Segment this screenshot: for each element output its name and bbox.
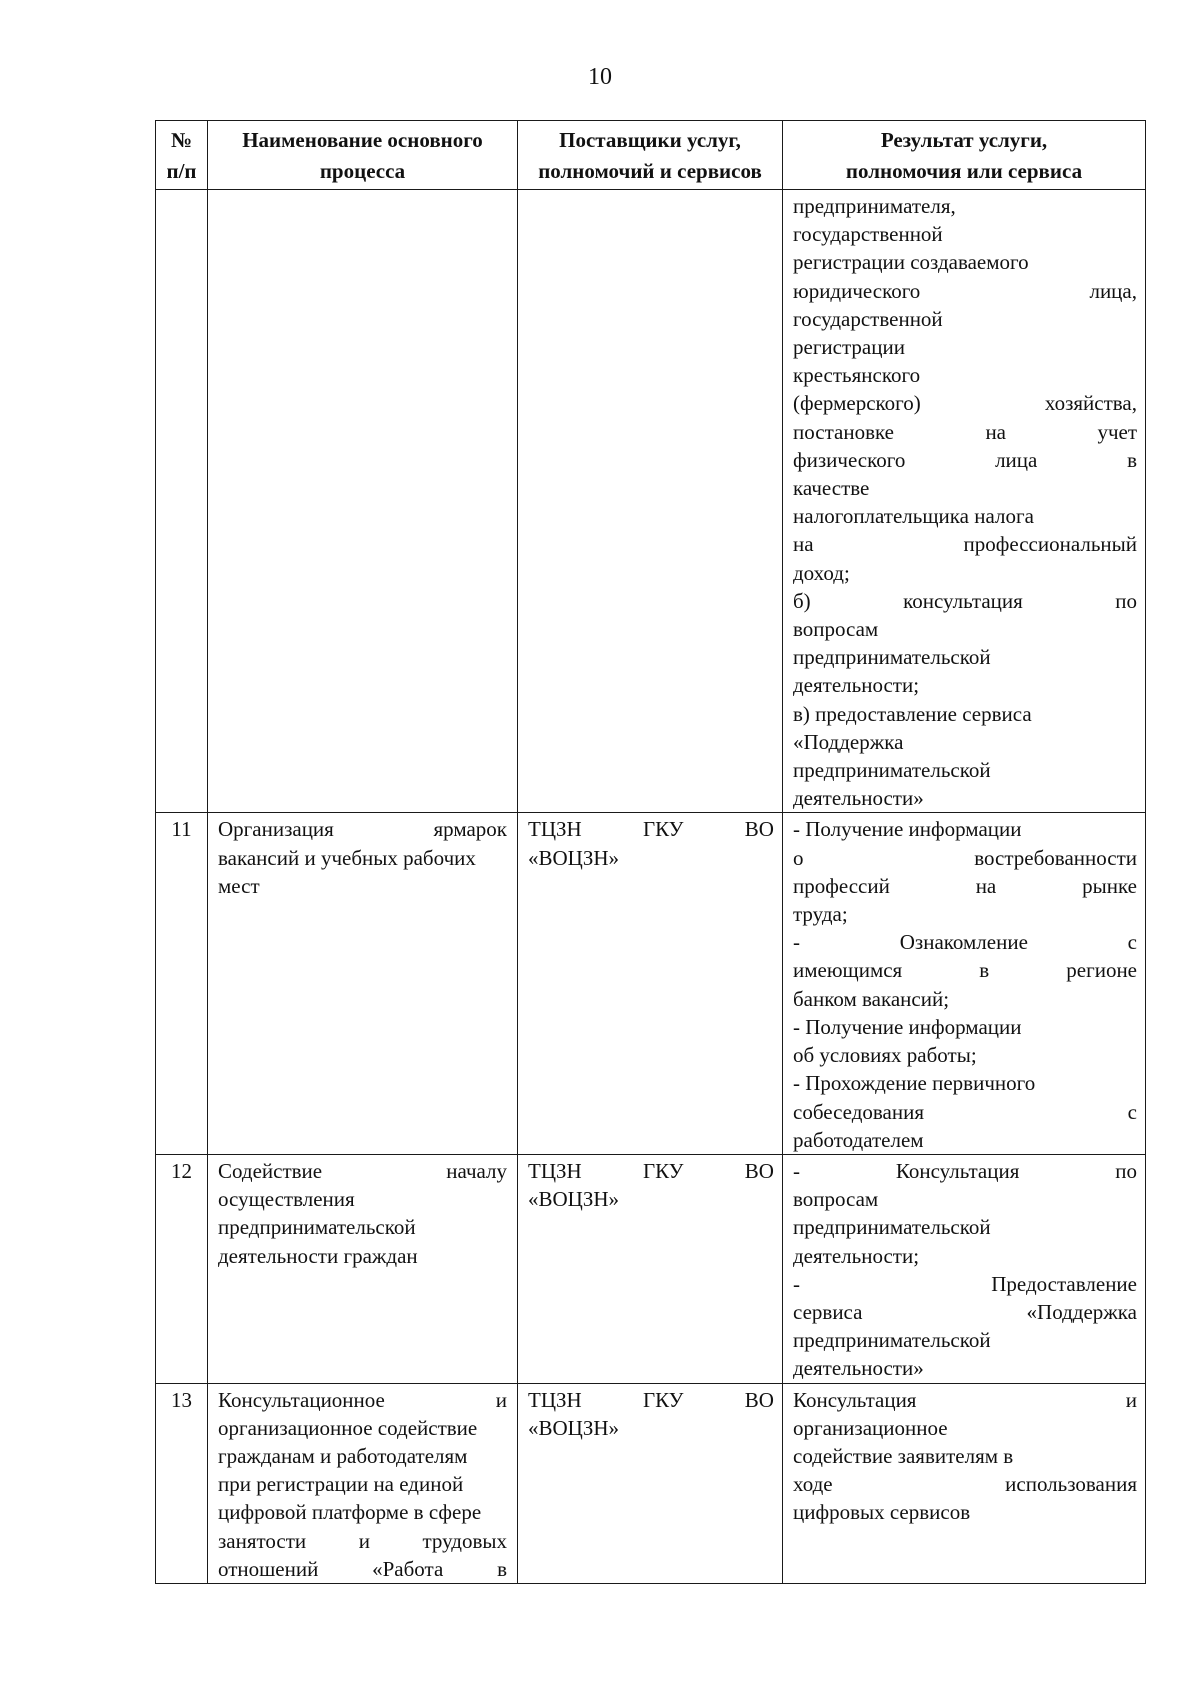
table-header-row	[156, 121, 1146, 190]
header-text: процесса	[319, 159, 406, 183]
cell-line: собеседования с	[793, 1099, 1137, 1124]
cell-line: постановке на учет	[793, 419, 1137, 444]
cell-line: об условиях работы;	[793, 1043, 977, 1068]
table-body	[156, 190, 1146, 1584]
page-number: 10	[588, 64, 612, 90]
cell-line: вопросам	[793, 1187, 879, 1212]
cell-line: - Получение информации	[793, 817, 1022, 842]
cell-line: работодателем	[793, 1127, 924, 1152]
cell-line: «ВОЦЗН»	[528, 1187, 620, 1212]
cell-line: вакансий и учебных рабочих	[218, 845, 476, 870]
cell-line: предпринимательской	[793, 1328, 991, 1353]
cell-line: ТЦЗН ГКУ ВО	[528, 1158, 774, 1183]
cell-line: деятельности граждан	[218, 1243, 418, 1268]
cell-number: 13	[156, 1383, 208, 1583]
cell-line: предпринимательской	[218, 1215, 416, 1240]
header-result	[783, 121, 1146, 190]
cell-line: физического лица в	[793, 447, 1137, 472]
cell-line: крестьянского	[793, 363, 921, 388]
cell-line: налогоплательщика налога	[793, 504, 1034, 529]
cell-result	[783, 190, 1146, 813]
header-num	[156, 121, 208, 190]
table-row	[156, 813, 1146, 1154]
cell-line: профессий на рынке	[793, 873, 1137, 898]
cell-process-name	[208, 190, 518, 813]
cell-line: организационное	[793, 1415, 948, 1440]
cell-line: регистрации создаваемого	[793, 250, 1029, 275]
cell-process-name	[208, 1383, 518, 1583]
cell-line: осуществления	[218, 1187, 355, 1212]
header-text: п/п	[166, 159, 197, 183]
header-text: №	[170, 128, 193, 152]
cell-line: цифровых сервисов	[793, 1500, 971, 1525]
table-row	[156, 1383, 1146, 1583]
cell-line: содействие заявителям в	[793, 1443, 1014, 1468]
cell-line: сервиса «Поддержка	[793, 1299, 1137, 1324]
cell-line: труда;	[793, 902, 848, 927]
cell-line: (фермерского) хозяйства,	[793, 391, 1137, 416]
header-text: полномочия или сервиса	[845, 159, 1083, 183]
table-row	[156, 1154, 1146, 1383]
cell-result	[783, 1383, 1146, 1583]
cell-number: 11	[156, 813, 208, 1154]
header-text: полномочий и сервисов	[538, 159, 762, 183]
cell-line: «Поддержка	[793, 729, 904, 754]
cell-line: цифровой платформе в сфере	[218, 1500, 482, 1525]
cell-line: юридического лица,	[793, 278, 1137, 303]
cell-line: предпринимателя,	[793, 194, 956, 218]
table-row	[156, 190, 1146, 813]
header-text: Результат услуги,	[880, 128, 1048, 152]
header-text: Наименование основного	[242, 128, 483, 152]
cell-line: в) предоставление сервиса	[793, 701, 1032, 726]
services-table	[155, 120, 1146, 1584]
cell-line: ТЦЗН ГКУ ВО	[528, 817, 774, 842]
cell-line: регистрации	[793, 335, 905, 360]
cell-line: отношений «Работа в	[218, 1556, 507, 1581]
cell-line: доход;	[793, 560, 850, 585]
cell-line: при регистрации на единой	[218, 1472, 464, 1497]
cell-number: 12	[156, 1154, 208, 1383]
cell-providers	[518, 1383, 783, 1583]
cell-line: «ВОЦЗН»	[528, 845, 620, 870]
cell-line: вопросам	[793, 617, 879, 642]
cell-line: банком вакансий;	[793, 986, 950, 1011]
cell-line: государственной	[793, 222, 943, 247]
header-text: Поставщики услуг,	[559, 128, 741, 152]
cell-line: - Консультация по	[793, 1158, 1137, 1183]
cell-line: - Ознакомление с	[793, 930, 1137, 955]
cell-line: Консультация и	[793, 1387, 1137, 1412]
cell-result	[783, 1154, 1146, 1383]
cell-line: Организация ярмарок	[218, 817, 507, 842]
cell-line: организационное содействие	[218, 1415, 478, 1440]
cell-line: деятельности»	[793, 786, 924, 811]
cell-line: Консультационное и	[218, 1387, 507, 1412]
cell-process-name	[208, 1154, 518, 1383]
cell-line: предпринимательской	[793, 1215, 991, 1240]
cell-line: ТЦЗН ГКУ ВО	[528, 1387, 774, 1412]
cell-line: предпринимательской	[793, 645, 991, 670]
cell-number	[156, 190, 208, 813]
cell-line: - Прохождение первичного	[793, 1071, 1036, 1096]
cell-line: на профессиональный	[793, 532, 1137, 557]
cell-line: имеющимся в регионе	[793, 958, 1137, 983]
cell-line: мест	[218, 873, 260, 898]
cell-line: Содействие началу	[218, 1158, 507, 1183]
header-providers	[518, 121, 783, 190]
cell-result	[783, 813, 1146, 1154]
cell-line: «ВОЦЗН»	[528, 1415, 620, 1440]
cell-line: б) консультация по	[793, 588, 1137, 613]
cell-line: деятельности»	[793, 1356, 924, 1381]
cell-line: о востребованности	[793, 845, 1137, 870]
cell-line: качестве	[793, 476, 870, 501]
cell-providers	[518, 813, 783, 1154]
cell-line: гражданам и работодателям	[218, 1443, 468, 1468]
cell-line: занятости и трудовых	[218, 1528, 507, 1553]
cell-line: ходе использования	[793, 1472, 1137, 1497]
cell-providers	[518, 190, 783, 813]
header-process-name	[208, 121, 518, 190]
cell-line: - Предоставление	[793, 1271, 1137, 1296]
cell-line: предпринимательской	[793, 758, 991, 783]
cell-providers	[518, 1154, 783, 1383]
cell-process-name	[208, 813, 518, 1154]
cell-line: государственной	[793, 306, 943, 331]
cell-line: - Получение информации	[793, 1014, 1022, 1039]
cell-line: деятельности;	[793, 673, 920, 698]
cell-line: деятельности;	[793, 1243, 920, 1268]
